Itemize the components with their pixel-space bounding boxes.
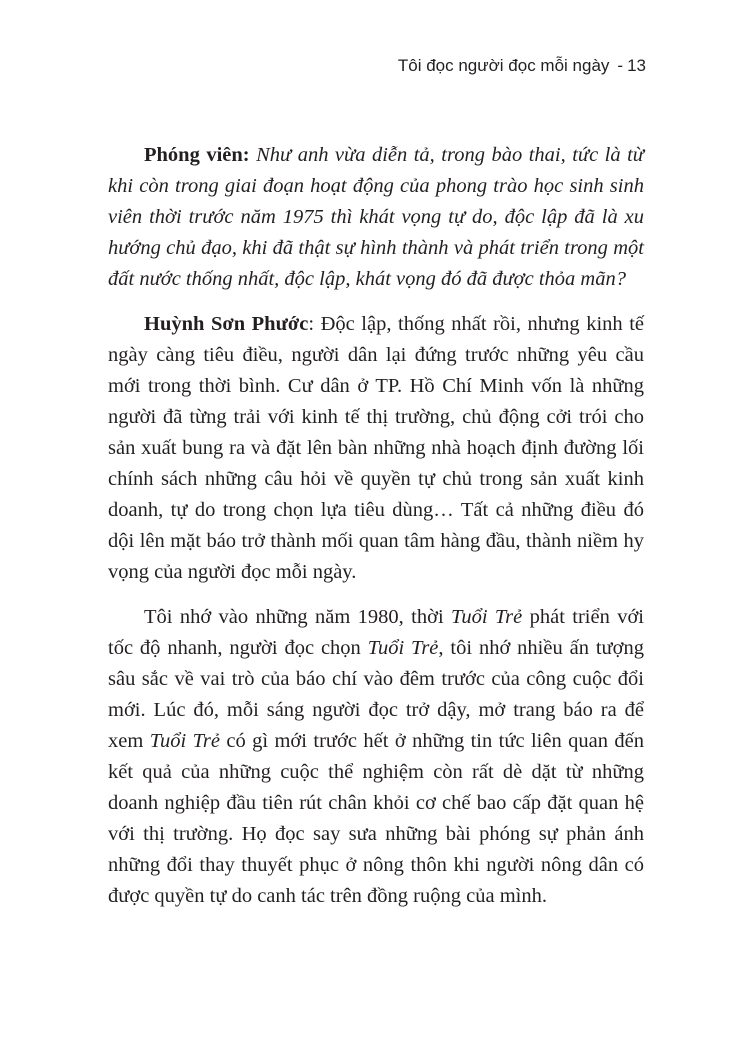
header-separator: - xyxy=(617,56,624,75)
memory-text-3: , tôi nhớ nhiều ấn tượng sâu sắc về vai trò của báo chí vào đêm trước của công cuộc đổi mới. Lúc đó, mỗi sáng người đọc trở dậy, mở trang báo ra để xem xyxy=(108,637,644,752)
answer-speaker: Huỳnh Sơn Phước xyxy=(144,313,309,335)
question-text: Như anh vừa diễn tả, trong bào thai, tức là từ khi còn trong giai đoạn hoạt động của phong trào học sinh sinh viên thời trước năm 1975 thì khát vọng tự do, độc lập đã là xu hướng chủ đạo, khi đã thật sự hình thành và phát triển trong một đất nước thống nhất, độc lập, khát vọng đó đã được thỏa mãn? xyxy=(108,144,644,290)
newspaper-name-3: Tuổi Trẻ xyxy=(149,730,220,752)
question-paragraph xyxy=(108,140,644,295)
memory-text-2: phát triển với tốc độ nhanh, người đọc chọn xyxy=(108,606,645,659)
newspaper-name-2: Tuổi Trẻ xyxy=(367,637,439,659)
memory-paragraph xyxy=(108,602,644,912)
answer-colon: : xyxy=(308,313,315,335)
question-speaker: Phóng viên: xyxy=(144,144,250,166)
memory-text-4: có gì mới trước hết ở những tin tức liên quan đến kết quả của những cuộc thể nghiệm còn rất dè dặt từ những doanh nghiệp đầu tiên rút chân khỏi cơ chế bao cấp đặt quan hệ với thị trường. Họ đọc say sưa những bài phóng sự phản ánh những đổi thay thuyết phục ở nông thôn khi người nông dân có được quyền tự do canh tác trên đồng ruộng của mình. xyxy=(108,730,645,907)
page-number: 13 xyxy=(627,56,646,75)
book-title: Tôi đọc người đọc mỗi ngày xyxy=(397,56,610,75)
newspaper-name-1: Tuổi Trẻ xyxy=(451,606,523,628)
answer-text: Độc lập, thống nhất rồi, nhưng kinh tế ngày càng tiêu điều, người dân lại đứng trước những yêu cầu mới trong thời bình. Cư dân ở TP. Hồ Chí Minh vốn là những người đã từng trải với kinh tế thị trường, chủ động cởi trói cho sản xuất bung ra và đặt lên bàn những nhà hoạch định đường lối chính sách những câu hỏi về quyền tự chủ trong sản xuất kinh doanh, tự do trong chọn lựa tiêu dùng… Tất cả những điều đó dội lên mặt báo trở thành mối quan tâm hàng đầu, thành niềm hy vọng của người đọc mỗi ngày. xyxy=(108,313,644,583)
running-header xyxy=(398,56,646,76)
answer-paragraph xyxy=(108,309,644,588)
page-body xyxy=(108,140,644,926)
memory-text-1: Tôi nhớ vào những năm 1980, thời xyxy=(144,606,452,628)
